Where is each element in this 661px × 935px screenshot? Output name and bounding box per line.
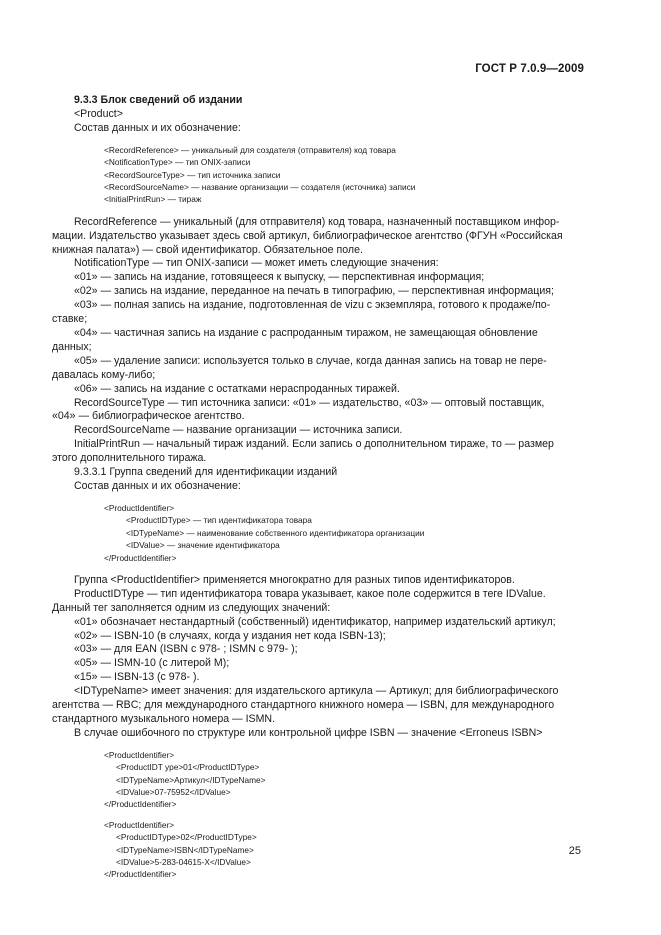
- paragraph: агентства — RBC; для международного стандартного книжного номера — ISBN, для международного: [52, 699, 555, 712]
- code-line: <ProductIdentifier>: [104, 749, 175, 760]
- field-item: <NotificationType> — тип ONIX-записи: [104, 157, 251, 168]
- paragraph: «03» — полная запись на издание, подготовленная de vizu с экземпляра, готового к продаже/по-: [74, 299, 551, 312]
- code-line: <ProductIdentifier>: [104, 819, 175, 830]
- section-tag: <Product>: [74, 107, 123, 120]
- paragraph: InitialPrintRun — начальный тираж изданий. Если запись о дополнительном тираже, то — размер: [74, 438, 554, 451]
- page-number: 25: [568, 845, 581, 857]
- code-block: [74, 502, 584, 564]
- paragraph: ProductIDType — тип идентификатора товара указывает, какое поле содержится в теге IDValue.: [74, 587, 546, 600]
- field-list: [74, 144, 584, 206]
- code-line: <IDValue> — значение идентификатора: [126, 540, 280, 551]
- paragraph: давалась кому-либо;: [52, 368, 156, 381]
- paragraph: RecordReference — уникальный (для отправителя) код товара, назначенный поставщиком инфор-: [74, 215, 560, 228]
- paragraph: <IDTypeName> имеет значения: для издательского артикула — Артикул; для библиографического: [74, 685, 559, 698]
- code-line: <ProductIDType> — тип идентификатора товара: [126, 515, 312, 526]
- example-block-1: [74, 749, 584, 811]
- paragraph: стандартного музыкального номера — ISMN.: [52, 712, 276, 725]
- paragraph: RecordSourceType — тип источника записи: «01» — издательство, «03» — оптовый поставщик,: [74, 396, 545, 409]
- paragraph: «05» — удаление записи: используется только в случае, когда данная запись на товар не пере-: [74, 354, 547, 367]
- field-item: <InitialPrintRun> — тираж: [104, 194, 202, 205]
- paragraph: «05» — ISMN-10 (с литерой М);: [74, 657, 230, 670]
- standard-header: ГОСТ Р 7.0.9—2009: [475, 63, 584, 75]
- paragraph: В случае ошибочного по структуре или контрольной цифре ISBN — значение <Erroneus ISBN>: [74, 726, 543, 739]
- code-line: <ProductIdentifier>: [104, 502, 175, 513]
- field-item: <RecordSourceName> — название организации — создателя (источника) записи: [104, 181, 416, 192]
- paragraph: «01» — запись на издание, готовящееся к выпуску, — перспективная информация;: [74, 271, 485, 284]
- field-item: <RecordReference> — уникальный для создателя (отправителя) код товара: [104, 144, 396, 155]
- code-line: <IDValue>07-75952</IDValue>: [116, 787, 231, 797]
- code-line: <IDTypeName>ISBN</IDTypeName>: [116, 844, 254, 855]
- paragraph: «02» — запись на издание, переданное на печать в типографию, — перспективная информация;: [74, 285, 554, 298]
- field-item: <RecordSourceType> — тип источника записи: [104, 169, 281, 180]
- paragraph: «04» — частичная запись на издание с распроданным тиражом, не замещающая обновление: [74, 327, 538, 339]
- paragraph: «15» — ISBN-13 (с 978- ).: [74, 671, 200, 684]
- paragraph: данных;: [52, 340, 92, 353]
- composition-label: Состав данных и их обозначение:: [74, 121, 241, 134]
- paragraph: книжная палата») — свой идентификатор. Обязательное поле.: [52, 243, 363, 256]
- code-line: <IDTypeName>Артикул</IDTypeName>: [116, 774, 266, 785]
- paragraph: Группа <ProductIdentifier> применяется многократно для разных типов идентификаторов.: [74, 573, 515, 586]
- code-line: </ProductIdentifier>: [104, 552, 177, 563]
- paragraph: Данный тег заполняется одним из следующих значений:: [52, 601, 331, 614]
- code-line: <ProductIDT ype>01</ProductIDType>: [116, 762, 260, 773]
- paragraph: «03» — для EAN (ISBN с 978- ; ISMN с 979- );: [74, 643, 298, 656]
- subsection-title: 9.3.3.1 Группа сведений для идентификации изданий: [74, 466, 338, 479]
- paragraph: мации. Издательство указывает здесь свой артикул, библиографическое агентство (ФГУН «Российская: [52, 229, 563, 242]
- composition-label: Состав данных и их обозначение:: [74, 479, 241, 492]
- paragraph: NotificationType — тип ONIX-записи — может иметь следующие значения:: [74, 257, 439, 270]
- code-line: <ProductIDType>02</ProductIDType>: [116, 832, 257, 843]
- section-title: 9.3.3 Блок сведений об издании: [74, 94, 243, 106]
- code-line: <IDTypeName> — наименование собственного идентификатора организации: [126, 527, 425, 538]
- example-block-2: [74, 819, 584, 881]
- paragraph: «04» — библиографическое агентство.: [52, 410, 245, 423]
- code-line: </ProductIdentifier>: [104, 799, 177, 810]
- code-line: </ProductIdentifier>: [104, 869, 177, 880]
- code-line: <IDValue>5-283-04615-X</IDValue>: [116, 857, 251, 868]
- paragraph: этого дополнительного тиража.: [52, 452, 207, 465]
- paragraph: RecordSourceName — название организации — источника записи.: [74, 424, 403, 437]
- page-body: [52, 94, 584, 881]
- paragraph: «01» обозначает нестандартный (собственный) идентификатор, например издательский артикул;: [74, 615, 556, 628]
- paragraph: «02» — ISBN-10 (в случаях, когда у издания нет кода ISBN-13);: [74, 629, 386, 642]
- paragraph: «06» — запись на издание с остатками нераспроданных тиражей.: [74, 382, 400, 395]
- paragraph: ставке;: [52, 313, 88, 326]
